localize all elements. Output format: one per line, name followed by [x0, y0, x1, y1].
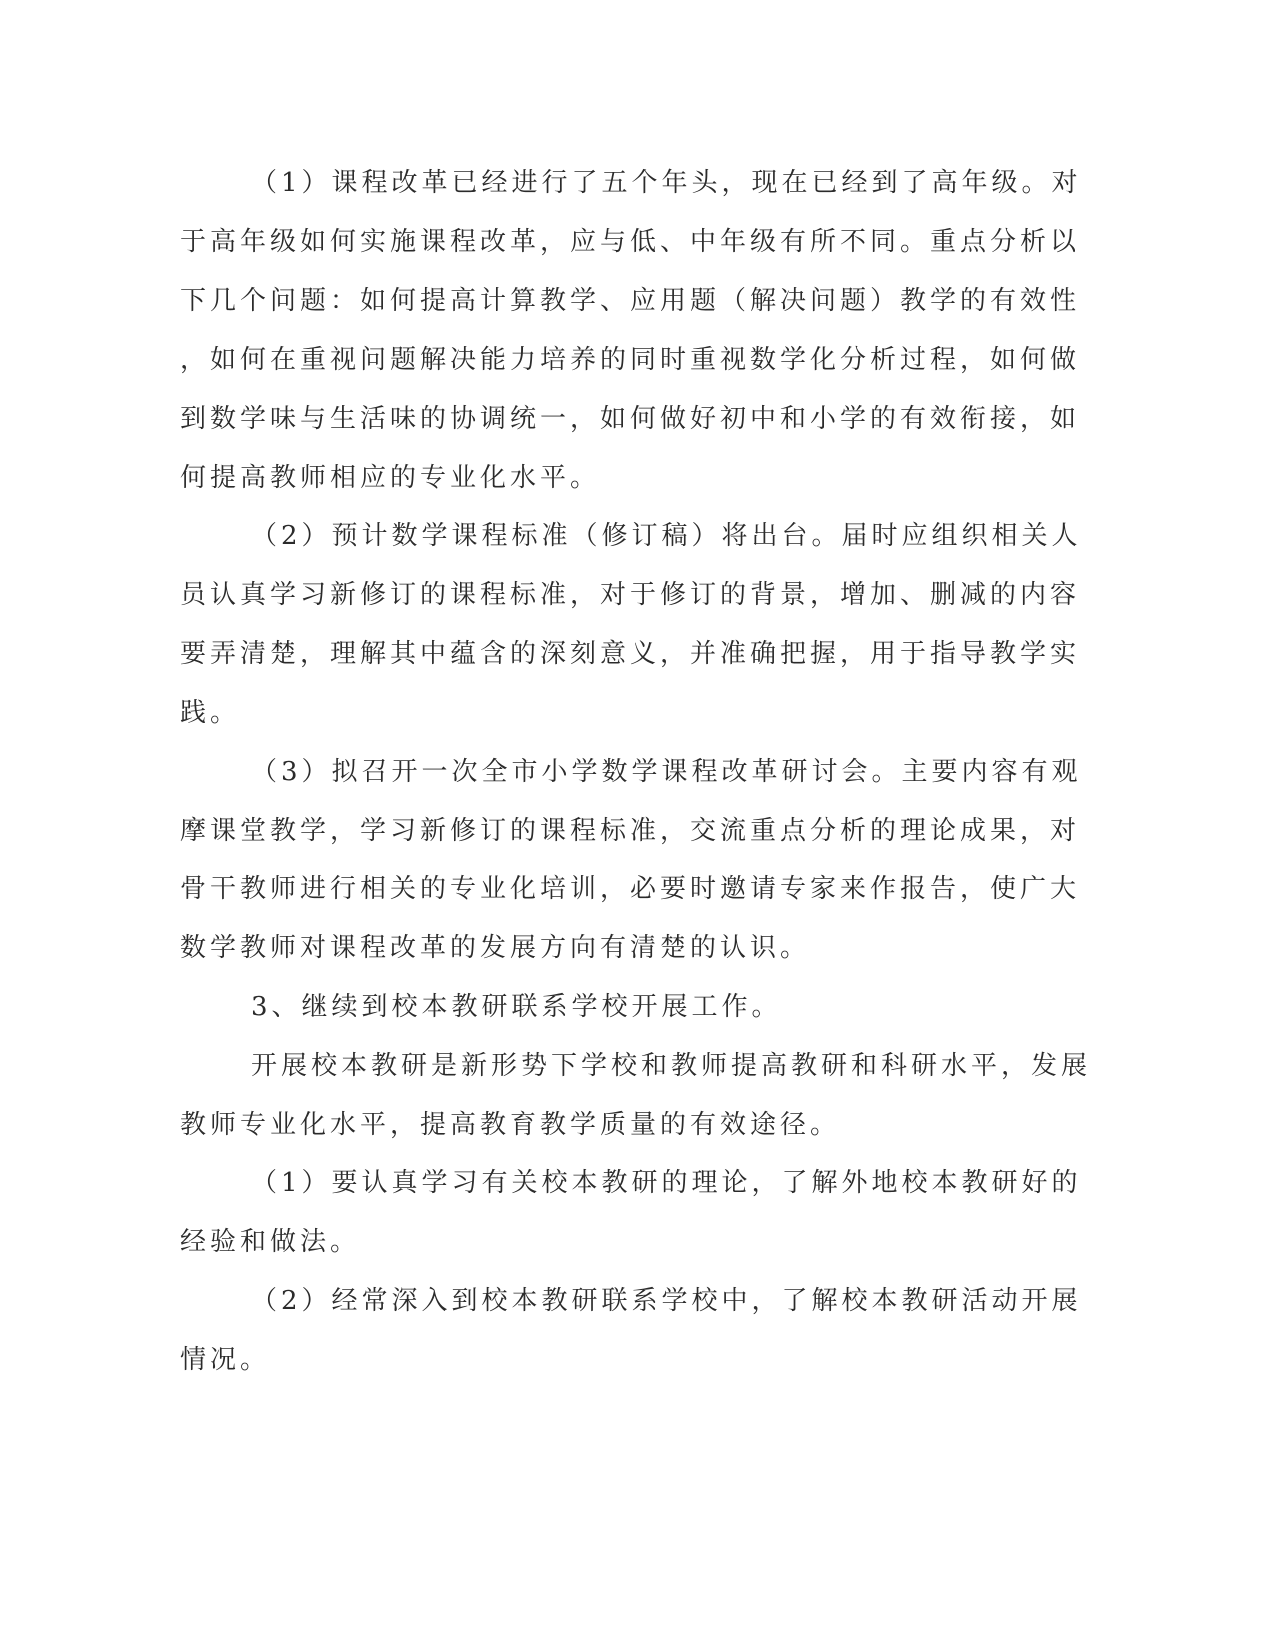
paragraph-1-line-1: （1）课程改革已经进行了五个年头，现在已经到了高年级。对 [251, 168, 1082, 198]
paragraph-4-line-1: 开展校本教研是新形势下学校和教师提高教研和科研水平，发展 [251, 1051, 1092, 1081]
paragraph-3-line-2: 摩课堂教学，学习新修订的课程标准，交流重点分析的理论成果，对 [180, 816, 1081, 846]
paragraph-6-line-2: 情况。 [180, 1345, 271, 1375]
section-heading-3: 3、继续到校本教研联系学校开展工作。 [251, 992, 782, 1022]
paragraph-2-line-4: 践。 [180, 698, 241, 728]
paragraph-4-line-2: 教师专业化水平，提高教育教学质量的有效途径。 [180, 1110, 841, 1140]
paragraph-5-line-1: （1）要认真学习有关校本教研的理论，了解外地校本教研好的 [251, 1168, 1082, 1198]
paragraph-1-line-4: ，如何在重视问题解决能力培养的同时重视数学化分析过程，如何做 [180, 345, 1081, 375]
paragraph-2-line-1: （2）预计数学课程标准（修订稿）将出台。届时应组织相关人 [251, 521, 1082, 551]
paragraph-2-line-3: 要弄清楚，理解其中蕴含的深刻意义，并准确把握，用于指导教学实 [180, 639, 1081, 669]
paragraph-1-line-2: 于高年级如何实施课程改革，应与低、中年级有所不同。重点分析以 [180, 227, 1081, 257]
paragraph-3-line-1: （3）拟召开一次全市小学数学课程改革研讨会。主要内容有观 [251, 757, 1082, 787]
paragraph-3-line-3: 骨干教师进行相关的专业化培训，必要时邀请专家来作报告，使广大 [180, 874, 1081, 904]
paragraph-1-line-6: 何提高教师相应的专业化水平。 [180, 463, 601, 493]
paragraph-6-line-1: （2）经常深入到校本教研联系学校中，了解校本教研活动开展 [251, 1286, 1082, 1316]
paragraph-5-line-2: 经验和做法。 [180, 1227, 361, 1257]
paragraph-1-line-5: 到数学味与生活味的协调统一，如何做好初中和小学的有效衔接，如 [180, 404, 1081, 434]
paragraph-1-line-3: 下几个问题：如何提高计算教学、应用题（解决问题）教学的有效性 [180, 286, 1081, 316]
paragraph-2-line-2: 员认真学习新修订的课程标准，对于修订的背景，增加、删减的内容 [180, 580, 1081, 610]
paragraph-3-line-4: 数学教师对课程改革的发展方向有清楚的认识。 [180, 933, 811, 963]
